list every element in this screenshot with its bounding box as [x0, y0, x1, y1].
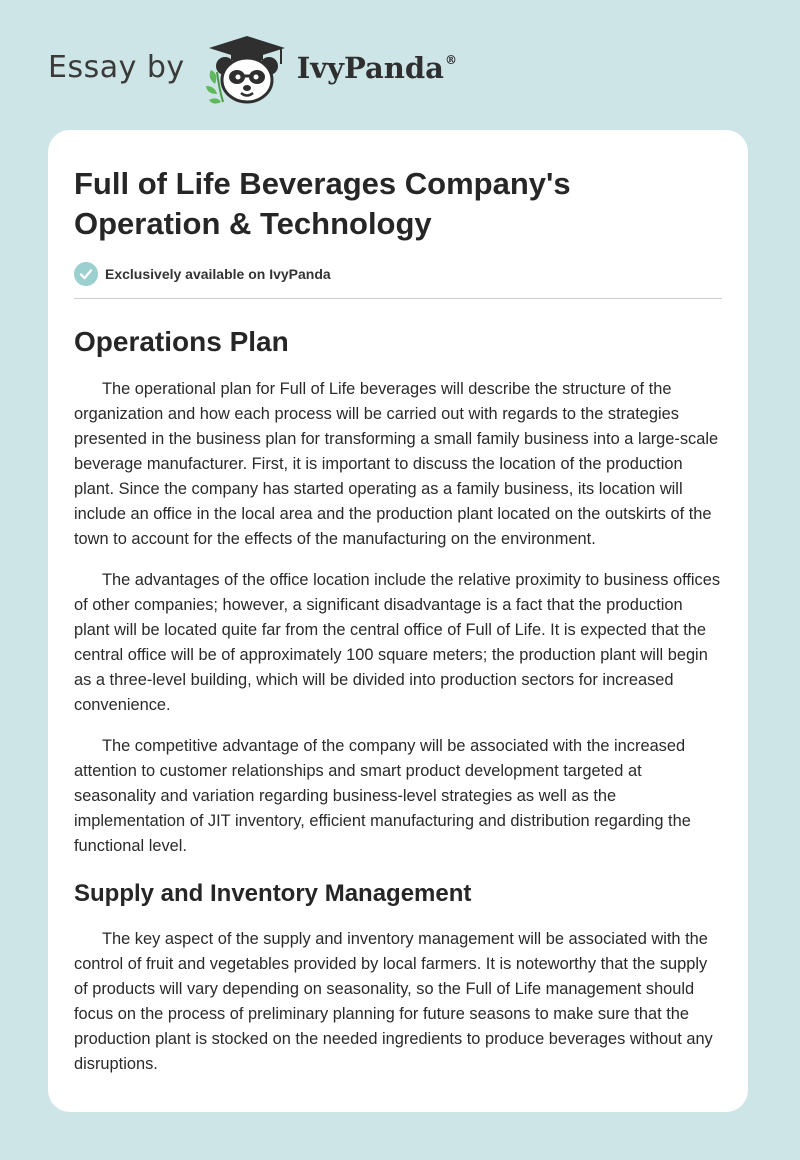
paragraph: The advantages of the office location include the relative proximity to business offices of other companies; however, a significant disadvantage is a fact that the production plant will be located quite far from the central office of Full of Life. It is expected that the central office will be of approximately 100 square meters; the production plant will begin as a three-level building, which will be divided into production sectors for increased convenience.	[74, 571, 721, 714]
site-header	[48, 34, 457, 106]
paragraph: The key aspect of the supply and inventory management will be associated with the control of fruit and vegetables provided by local farmers. It is noteworthy that the supply of products will vary depending on seasonality, so the Full of Life management should focus on the process of preliminary planning for future seasons to make sure that the production plant is stocked on the needed ingredients to produce beverages without any disruptions.	[74, 930, 713, 1073]
section-heading-operations-plan: Operations Plan	[74, 326, 289, 357]
essay-title: Full of Life Beverages Company's Operation & Technology	[74, 166, 571, 241]
essay-by-label: Essay by	[48, 49, 185, 85]
exclusive-badge-label: Exclusively available on IvyPanda	[105, 266, 331, 282]
paragraph: The competitive advantage of the company will be associated with the increased attention to customer relationships and smart product development targeted at seasonality and variation regarding business-level strategies as well as the implementation of JIT inventory, efficient manufacturing and distribution regarding the functional level.	[74, 737, 691, 855]
ivypanda-brand-name[interactable]: IvyPanda®	[296, 51, 457, 85]
exclusive-badge	[74, 262, 722, 286]
registered-mark: ®	[444, 53, 457, 67]
checkmark-icon	[74, 262, 98, 286]
section-heading-supply-inventory: Supply and Inventory Management	[74, 880, 472, 907]
paragraph: The operational plan for Full of Life beverages will describe the structure of the organization and how each process will be carried out with regards to the strategies presented in the business plan for transforming a small family business into a large-scale beverage manufacturer. First, it is important to discuss the location of the production plant. Since the company has started operating as a family business, its location will include an office in the local area and the production plant located on the outskirts of the town to account for the effects of the manufacturing on the environment.	[74, 380, 719, 548]
title-divider	[74, 298, 722, 299]
ivypanda-logo-icon[interactable]	[203, 34, 291, 106]
essay-card	[48, 130, 748, 1112]
